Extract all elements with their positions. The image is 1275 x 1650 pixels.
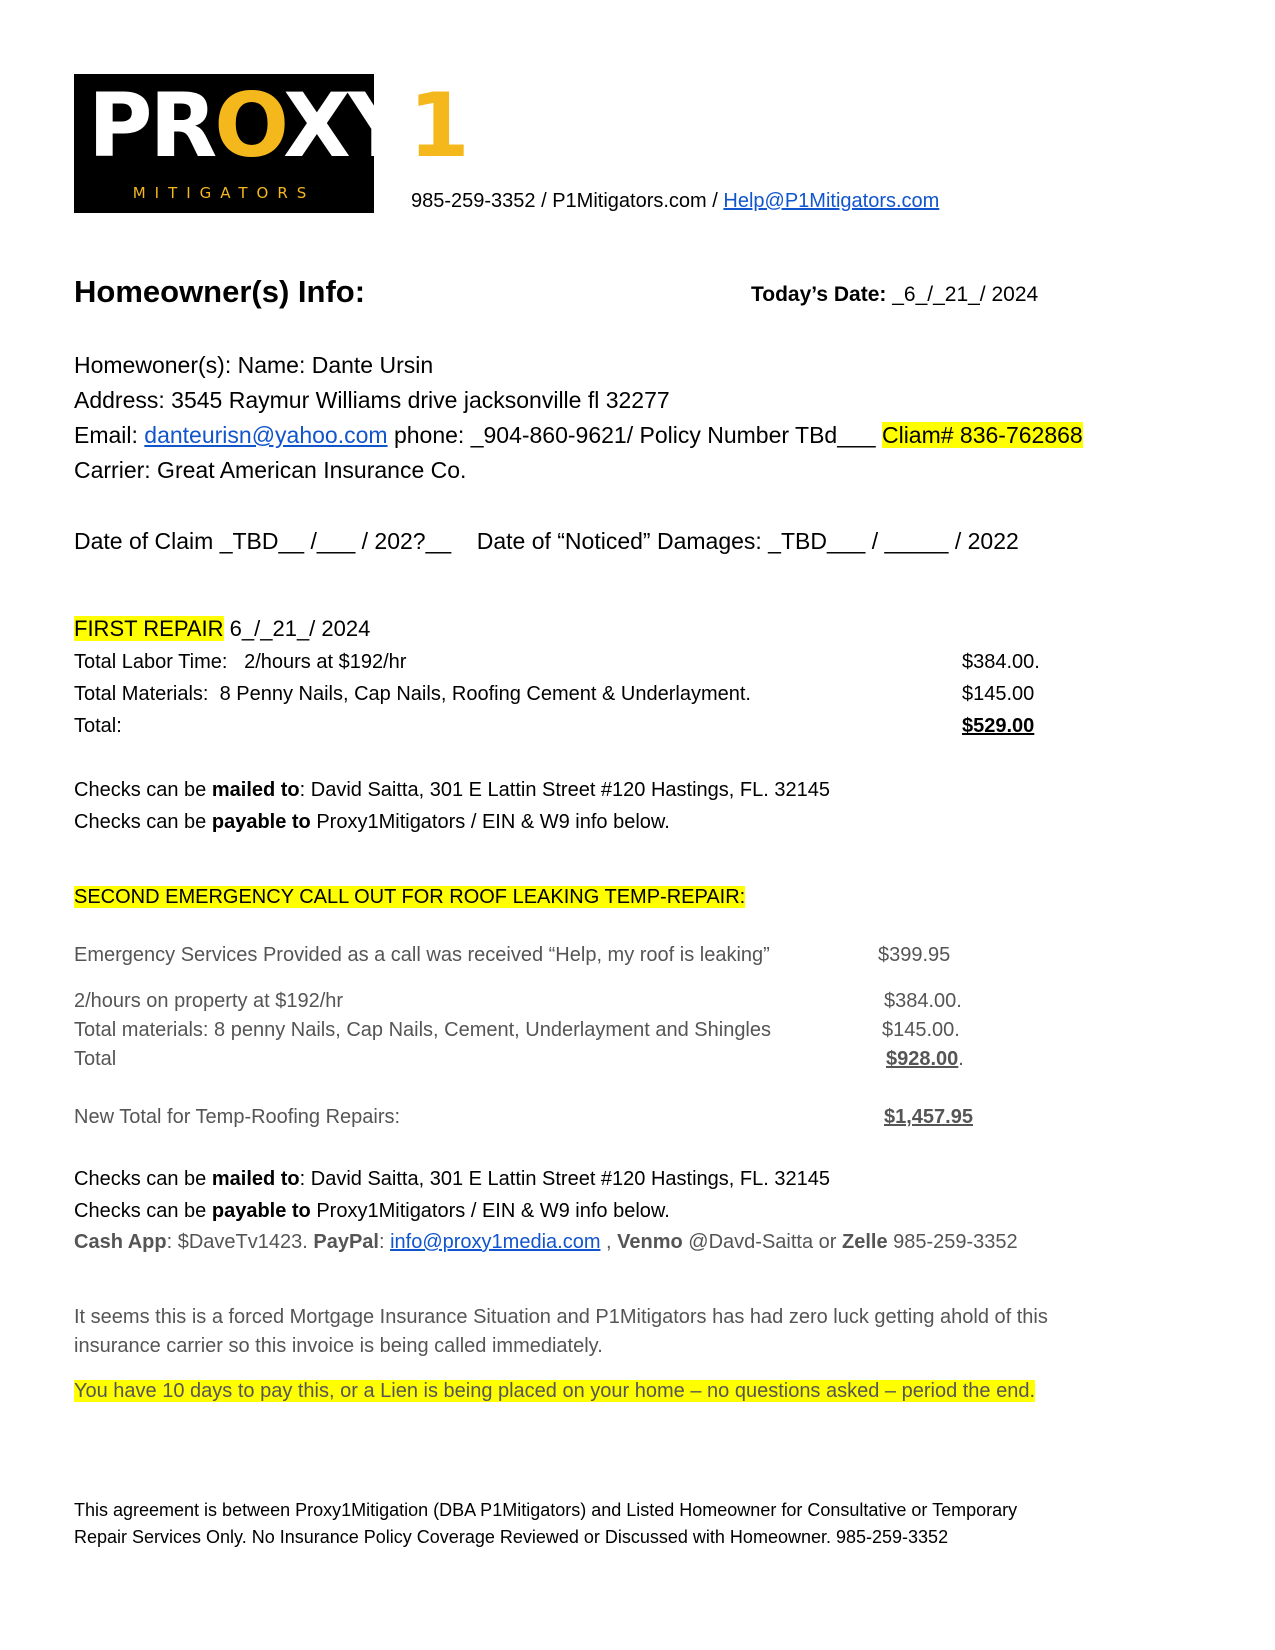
notice-line-1: It seems this is a forced Mortgage Insurance Situation and P1Mitigators has had zero luck getting ahold of this [74, 1306, 1048, 1328]
second-total-amount: $928.00. [886, 1048, 964, 1070]
section-title-homeowner: Homeowner(s) Info: [74, 274, 366, 309]
header-contact: 985-259-3352 / P1Mitigators.com / Help@P1Mitigators.com [411, 190, 940, 212]
new-total-label: New Total for Temp-Roofing Repairs: [74, 1106, 401, 1128]
homeowner-address: Address: 3545 Raymur Williams drive jacksonville fl 32277 [74, 387, 670, 413]
first-repair-heading: FIRST REPAIR 6_/_21_/ 2024 [74, 616, 371, 641]
claim-number: Cliam# 836-762868 [881, 422, 1083, 448]
first-total-amount: $529.00 [962, 715, 1035, 737]
checks-payable-2: Checks can be payable to Proxy1Mitigators / EIN & W9 info below. [74, 1200, 670, 1222]
first-labor-amount: $384.00. [962, 651, 1040, 673]
payment-methods: Cash App: $DaveTv1423. PayPal: info@proxy1media.com , Venmo @Davd-Saitta or Zelle 985-259-3352 [74, 1231, 1018, 1253]
notice-line-2: insurance carrier so this invoice is being called immediately. [74, 1335, 603, 1357]
first-labor-desc: Total Labor Time: 2/hours at $192/hr [74, 651, 407, 673]
claim-dates: Date of Claim _TBD__ /___ / 202?__ Date of “Noticed” Damages: _TBD___ / _____ / 2022 [74, 528, 1019, 554]
logo-subtitle: MITIGATORS [132, 184, 316, 202]
paypal-email-link[interactable]: info@proxy1media.com [390, 1231, 601, 1253]
first-total-label: Total: [74, 715, 122, 737]
new-total-amount: $1,457.95 [884, 1106, 973, 1128]
lien-warning: You have 10 days to pay this, or a Lien is being placed on your home – no questions asked – period the end. [74, 1380, 1036, 1402]
second-repair-heading: SECOND EMERGENCY CALL OUT FOR ROOF LEAKING TEMP-REPAIR: [74, 886, 746, 908]
footer-line-1: This agreement is between Proxy1Mitigation (DBA P1Mitigators) and Listed Homeowner for Consultative or Temporary [74, 1500, 1018, 1520]
homeowner-contact-line: Email: danteurisn@yahoo.com phone: _904-860-9621/ Policy Number TBd___ Cliam# 836-762868 [74, 422, 1083, 448]
first-materials-amount: $145.00 [962, 683, 1035, 705]
logo-wordmark: PROXY1 [88, 74, 467, 177]
second-hours-desc: 2/hours on property at $192/hr [74, 990, 344, 1012]
second-total-label: Total [74, 1048, 117, 1070]
second-hours-amount: $384.00. [884, 990, 962, 1012]
carrier: Carrier: Great American Insurance Co. [74, 457, 467, 483]
homeowner-name: Homewoner(s): Name: Dante Ursin [74, 352, 434, 378]
checks-payable-1: Checks can be payable to Proxy1Mitigators / EIN & W9 info below. [74, 811, 670, 833]
second-materials-desc: Total materials: 8 penny Nails, Cap Nails, Cement, Underlayment and Shingles [74, 1019, 772, 1041]
help-email-link[interactable]: Help@P1Mitigators.com [723, 190, 940, 212]
first-materials-desc: Total Materials: 8 Penny Nails, Cap Nails, Roofing Cement & Underlayment. [74, 683, 751, 705]
todays-date: Today’s Date: _6_/_21_/ 2024 [751, 283, 1039, 306]
homeowner-email-link[interactable]: danteurisn@yahoo.com [144, 422, 388, 448]
emergency-amount: $399.95 [878, 944, 951, 966]
company-logo [74, 74, 467, 213]
second-materials-amount: $145.00. [882, 1019, 960, 1041]
emergency-desc: Emergency Services Provided as a call was received “Help, my roof is leaking” [74, 944, 770, 966]
footer-line-2: Repair Services Only. No Insurance Policy Coverage Reviewed or Discussed with Homeowner. 985-259-3352 [74, 1527, 949, 1547]
checks-mailed-2: Checks can be mailed to: David Saitta, 301 E Lattin Street #120 Hastings, FL. 32145 [74, 1168, 830, 1190]
checks-mailed-1: Checks can be mailed to: David Saitta, 301 E Lattin Street #120 Hastings, FL. 32145 [74, 779, 830, 801]
